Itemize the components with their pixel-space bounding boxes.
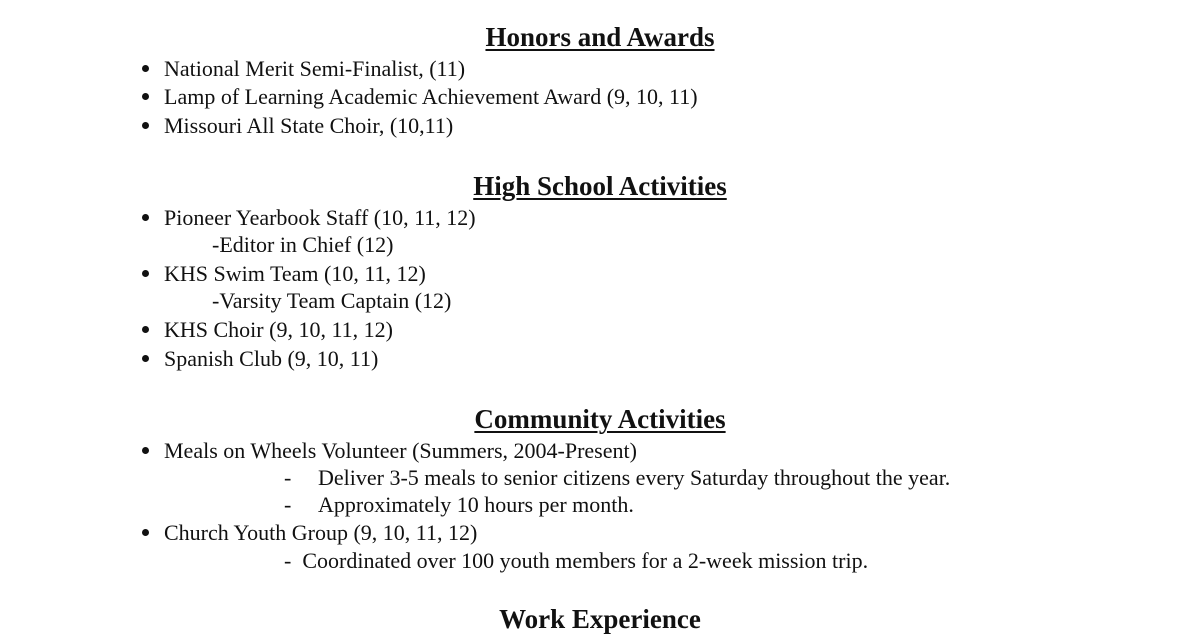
high-school-heading: High School Activities [473,171,727,201]
bullet-icon [142,214,149,221]
community-heading: Community Activities [474,404,726,434]
honors-item: Missouri All State Choir, (10,11) [164,113,454,138]
dash-marker: - [284,492,292,517]
bullet-icon [142,65,149,72]
community-detail: - Coordinated over 100 youth members for a 2-week mission trip. [284,548,869,573]
work-heading: Work Experience [499,604,701,634]
bullet-icon [142,93,149,100]
activity-subitem: -Varsity Team Captain (12) [212,288,452,313]
activity-item: Spanish Club (9, 10, 11) [164,346,379,371]
bullet-icon [142,529,149,536]
honors-item: Lamp of Learning Academic Achievement Award (9, 10, 11) [164,84,698,109]
activity-item: KHS Choir (9, 10, 11, 12) [164,317,393,342]
bullet-icon [142,447,149,454]
activity-subitem: -Editor in Chief (12) [212,232,394,257]
activity-item: Pioneer Yearbook Staff (10, 11, 12) [164,205,476,230]
community-detail: Deliver 3-5 meals to senior citizens every Saturday throughout the year. [318,465,951,490]
bullet-icon [142,122,149,129]
bullet-icon [142,355,149,362]
community-detail: Approximately 10 hours per month. [318,492,634,517]
honors-heading: Honors and Awards [485,22,715,52]
bullet-icon [142,326,149,333]
honors-item: National Merit Semi-Finalist, (11) [164,56,466,81]
community-item: Meals on Wheels Volunteer (Summers, 2004-Present) [164,438,637,463]
dash-marker: - [284,465,292,490]
bullet-icon [142,270,149,277]
activity-item: KHS Swim Team (10, 11, 12) [164,261,426,286]
community-item: Church Youth Group (9, 10, 11, 12) [164,520,478,545]
